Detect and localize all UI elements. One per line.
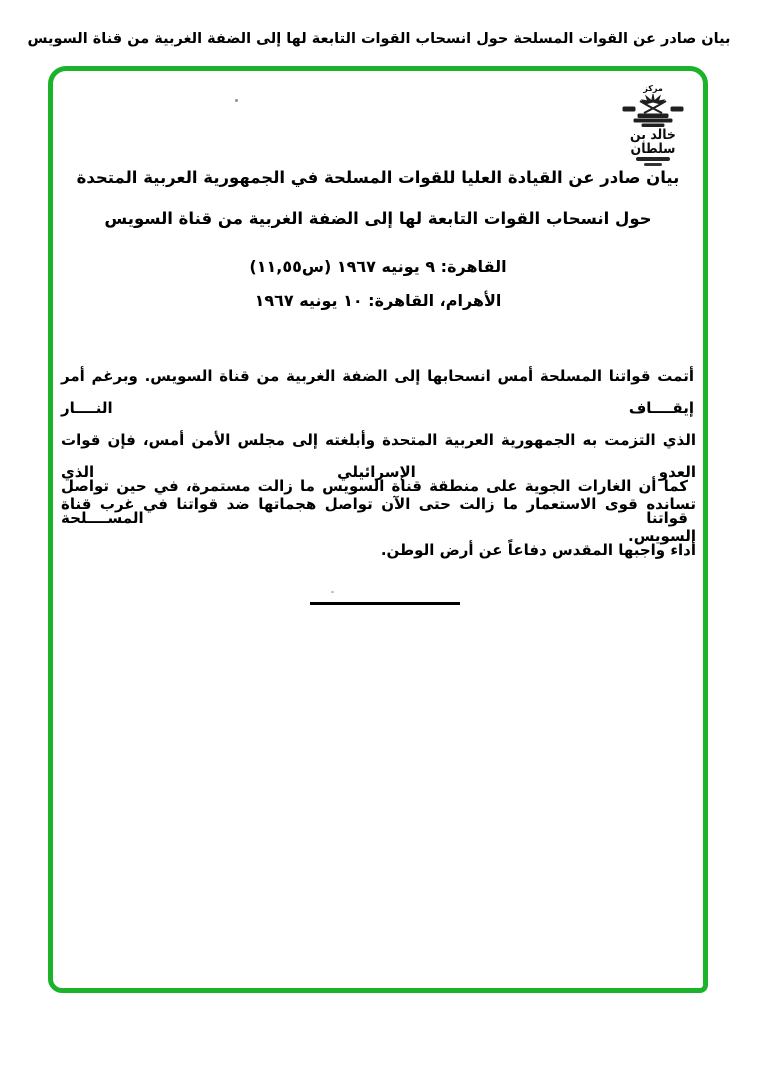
paragraph-line: تسانده قوى الاستعمار ما زالت حتى الآن تواصل هجماتها ضد قواتنا في غرب قناة السويس. [61,495,696,545]
stamp-small-print [636,157,670,161]
library-stamp [609,85,697,166]
scan-speck [331,591,334,593]
page-title: بيان صادر عن القوات المسلحة حول انسحاب القوات التابعة لها إلى الضفة الغربية من قناة السويس [27,31,731,47]
document-frame [48,66,708,993]
statement-heading-line1: بيان صادر عن القيادة العليا للقوات المسلحة في الجمهورية العربية المتحدة [76,168,680,187]
scan-speck [235,99,238,102]
body-paragraph-2 [61,470,696,566]
dateline-cairo: القاهرة: ٩ يونيه ١٩٦٧ (س١١,٥٥) [249,257,507,276]
paragraph-line: كما أن الغارات الجوية على منطقة قناة السويس ما زالت مستمرة، في حين تواصل قواتنا المســــلحة [61,477,688,527]
dateline-alahram: الأهرام، القاهرة: ١٠ يونيه ١٩٦٧ [254,291,502,310]
stamp-name: خالد بن سلطان [630,126,676,157]
paragraph-line: الذي التزمت به الجمهورية العربية المتحدة وأبلغته إلى مجلس الأمن أمس، فإن قوات العدو الإسرائيلي الذي [61,431,696,481]
statement-heading-line2: حول انسحاب القوات التابعة لها إلى الضفة الغربية من قناة السويس [104,209,652,228]
crest-icon [622,93,684,129]
stamp-top-label: مركز [643,84,663,93]
section-divider [310,602,460,605]
stamp-small-print [644,163,662,166]
paragraph-line: أداء واجبها المقدس دفاعاً عن أرض الوطن. [380,541,696,559]
paragraph-line: أتمت قواتنا المسلحة أمس انسحابها إلى الضفة الغربية من قناة السويس. وبرغم أمر إيقــــاف النــــار [61,367,694,417]
